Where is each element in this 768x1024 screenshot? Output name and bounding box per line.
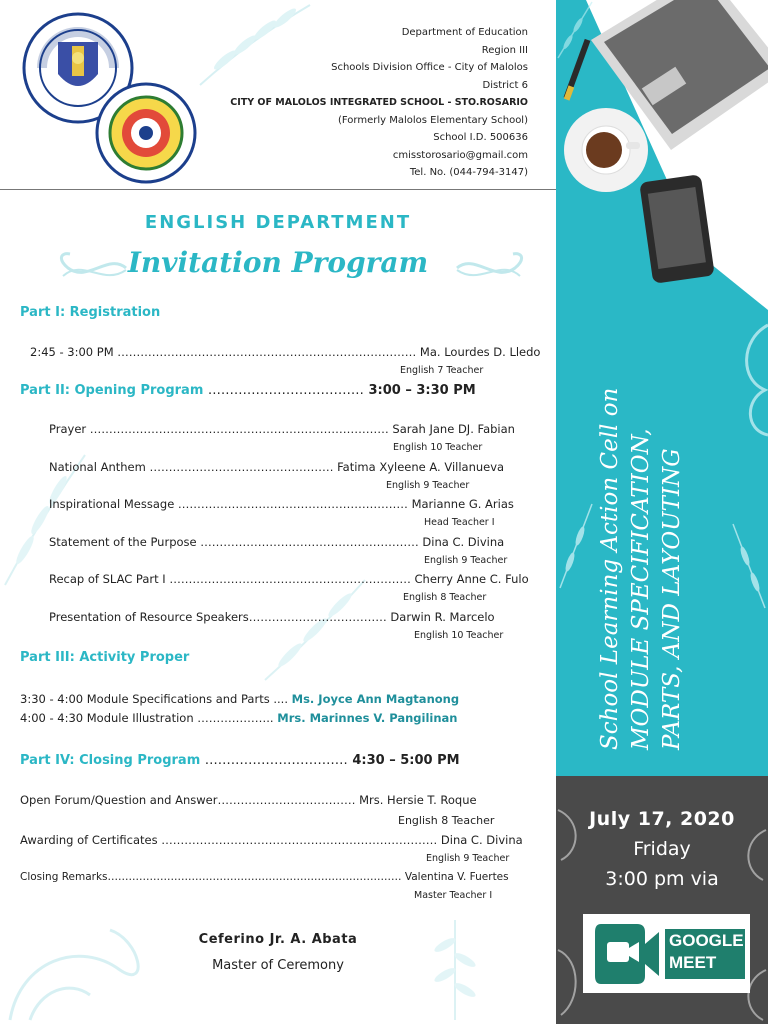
- program-role: English 8 Teacher: [398, 814, 495, 827]
- master-of-ceremony-name: Ceferino Jr. A. Abata: [198, 932, 358, 947]
- program-row: Inspirational Message …………………………………………………… Marianne G. Arias: [49, 497, 514, 511]
- header-line: (Formerly Malolos Elementary School): [337, 114, 528, 126]
- swirl-decoration: [0, 880, 170, 1024]
- school-name: CITY OF MALOLOS INTEGRATED SCHOOL - STO.ROSARIO: [230, 97, 528, 108]
- leaf-decoration: [556, 0, 596, 60]
- google-meet-wordmark: [665, 929, 745, 979]
- side-headline: [595, 280, 688, 750]
- header-email: cmisstorosario@gmail.com: [392, 149, 528, 161]
- program-role: Master Teacher I: [414, 890, 493, 901]
- swirl-decoration: [556, 800, 586, 1024]
- program-role: English 9 Teacher: [426, 853, 510, 864]
- program-role: English 10 Teacher: [414, 630, 504, 641]
- program-row: Presentation of Resource Speakers……………………………… Darwin R. Marcelo: [49, 610, 495, 624]
- program-row: Statement of the Purpose ………………………………………………… Dina C. Divina: [49, 535, 505, 549]
- activity-text: 4:00 - 4:30 Module Illustration ………………..: [20, 711, 274, 725]
- program-role: English 7 Teacher: [400, 365, 484, 376]
- part4-heading: [20, 753, 460, 768]
- side-line-3: PARTS, AND LAYOUTING: [659, 448, 685, 750]
- department-title: ENGLISH DEPARTMENT: [144, 212, 412, 233]
- event-day: Friday: [633, 838, 691, 860]
- speaker-name: Mrs. Marinnes V. Pangilinan: [277, 711, 458, 725]
- program-role: English 8 Teacher: [403, 592, 487, 603]
- leaf-decoration: [255, 575, 375, 685]
- header-line: Department of Education: [401, 27, 528, 38]
- program-role: English 9 Teacher: [386, 480, 470, 491]
- program-role: English 9 Teacher: [424, 555, 508, 566]
- speaker-name: Ms. Joyce Ann Magtanong: [291, 692, 460, 706]
- part4-time: 4:30 – 5:00 PM: [352, 753, 460, 768]
- leaf-decoration: [725, 520, 768, 610]
- side-line-2: MODULE SPECIFICATION,: [628, 428, 654, 750]
- side-line-1: School Learning Action Cell on: [597, 387, 623, 750]
- program-row: Closing Remarks………………………………………………………………………… Valentina V. Fuertes: [20, 871, 509, 883]
- program-role: Head Teacher I: [424, 517, 495, 528]
- program-row: Open Forum/Question and Answer……………………………… Mrs. Hersie T. Roque: [20, 793, 477, 807]
- program-title: Invitation Program: [127, 246, 429, 279]
- event-time: 3:00 pm via: [605, 868, 719, 890]
- google-meet-icon: [593, 922, 663, 986]
- school-header: [190, 24, 528, 184]
- program-row: Awarding of Certificates ……………………………………………………………… Dina C. Divina: [20, 833, 523, 847]
- header-phone: Tel. No. (044-794-3147): [409, 167, 528, 178]
- header-line: Schools Division Office - City of Malolos: [331, 62, 528, 73]
- part4-dots: ……………………………: [204, 753, 348, 768]
- google-meet-word-1: GOOGLE: [669, 931, 744, 950]
- program-row: Recap of SLAC Part I ……………………………………………………… Cherry Anne C. Fulo: [49, 572, 529, 586]
- part4-title: Part IV: Closing Program: [20, 753, 201, 768]
- part2-time: 3:00 – 3:30 PM: [368, 383, 476, 398]
- header-line: School I.D. 500636: [433, 132, 528, 143]
- swirl-decoration: [735, 320, 768, 440]
- activity-row: [20, 692, 459, 706]
- part2-heading: [20, 383, 476, 398]
- header-line: Region III: [481, 44, 528, 56]
- header-divider: [0, 189, 556, 190]
- program-row: National Anthem ………………………………………… Fatima Xyleene A. Villanueva: [49, 460, 505, 474]
- program-row: Prayer …………………………………………………………………… Sarah Jane DJ. Fabian: [49, 422, 515, 436]
- part2-dots: ………………………………: [207, 383, 364, 398]
- google-meet-logo: [583, 914, 750, 993]
- part2-title: Part II: Opening Program: [20, 383, 204, 398]
- ornament-right: [455, 248, 535, 288]
- part1-title: Part I: Registration: [20, 305, 161, 320]
- leaf-decoration: [556, 500, 596, 590]
- program-row: 2:45 - 3:00 PM …………………………………………………………………… Ma. Lourdes D. Lledo: [30, 345, 541, 359]
- part3-title: Part III: Activity Proper: [20, 650, 190, 665]
- coffee-cup-icon: [564, 108, 648, 192]
- activity-text: 3:30 - 4:00 Module Specifications and Parts ....: [20, 692, 288, 706]
- program-role: English 10 Teacher: [393, 442, 483, 453]
- master-of-ceremony-role: Master of Ceremony: [212, 958, 344, 973]
- header-line: District 6: [482, 79, 528, 91]
- activity-row: [20, 711, 457, 725]
- google-meet-word-2: MEET: [669, 953, 717, 972]
- school-seal: [95, 82, 197, 184]
- event-date: July 17, 2020: [589, 808, 735, 830]
